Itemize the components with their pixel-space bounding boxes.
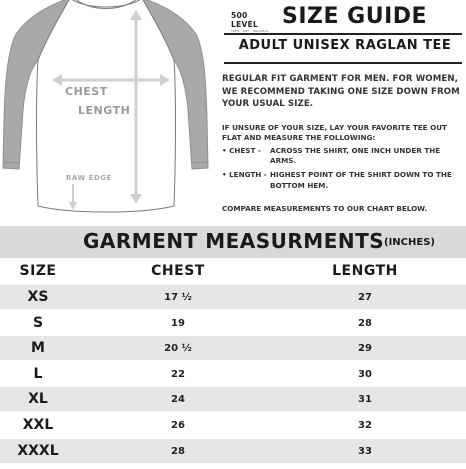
compare-note: COMPARE MEASUREMENTS TO OUR CHART BELOW. [222,204,428,213]
header-chest: CHEST [151,263,205,279]
size-guide-title: SIZE GUIDE [282,4,428,29]
table-unit: (INCHES) [384,237,435,248]
length-cell: 28 [358,317,372,329]
brand-name: 500 LEVEL [231,11,259,29]
length-cell: 31 [358,393,372,405]
measurement-table [0,226,466,469]
length-cell: 33 [358,445,372,457]
size-cell: XXL [22,417,54,433]
length-label: LENGTH [78,104,131,117]
measure-instructions: IF UNSURE OF YOUR SIZE, LAY YOUR FAVORITE TEE OUT FLAT AND MEASURE THE FOLLOWING: [222,123,447,143]
table-row [0,387,466,411]
table-row [0,311,466,335]
raglan-tee-illustration [0,0,218,222]
fit-note: REGULAR FIT GARMENT FOR MEN. FOR WOMEN, WE RECOMMEND TAKING ONE SIZE DOWN FROM YOUR USUAL SIZE. [222,74,460,110]
subtitle-divider [224,62,462,64]
size-cell: XS [27,289,49,305]
definition-length [222,170,462,190]
chest-label: CHEST [65,85,108,98]
chest-cell: 28 [171,445,185,457]
length-cell: 27 [358,291,372,303]
chest-cell: 22 [171,368,185,380]
size-cell: M [31,340,45,356]
product-subtitle: ADULT UNISEX RAGLAN TEE [238,38,452,53]
definition-text: HIGHEST POINT OF THE SHIRT DOWN TO THE BOTTOM HEM. [270,170,452,190]
table-row [0,439,466,463]
size-cell: S [32,315,44,331]
chest-cell: 17 ½ [164,291,192,303]
table-row [0,413,466,437]
definition-chest [222,146,462,166]
size-cell: XL [28,391,48,407]
size-cell: XXXL [17,443,59,459]
table-row [0,285,466,309]
chest-cell: 19 [171,317,185,329]
length-cell: 30 [358,368,372,380]
table-banner [0,226,466,258]
raw-edge-label: RAW EDGE [66,174,112,182]
definition-term: • CHEST - [222,146,261,155]
table-header-row [0,259,466,283]
table-row [0,362,466,386]
brand-logo [231,11,275,33]
table-row [0,336,466,360]
header-size: SIZE [19,263,57,279]
length-cell: 29 [358,342,372,354]
header-length: LENGTH [332,263,398,279]
definition-text: ACROSS THE SHIRT, ONE INCH UNDER THE ARMS. [270,146,441,166]
length-cell: 32 [358,419,372,431]
chest-cell: 24 [171,393,185,405]
chest-cell: 20 ½ [164,342,192,354]
measurement-definitions [222,146,462,191]
definition-term: • LENGTH - [222,170,267,180]
title-divider [224,33,462,35]
chest-cell: 26 [171,419,185,431]
brand-tagline: TEES · ART · ORIGINAL [231,29,269,33]
table-title: GARMENT MEASURMENTS [83,229,385,253]
size-cell: L [33,366,43,382]
